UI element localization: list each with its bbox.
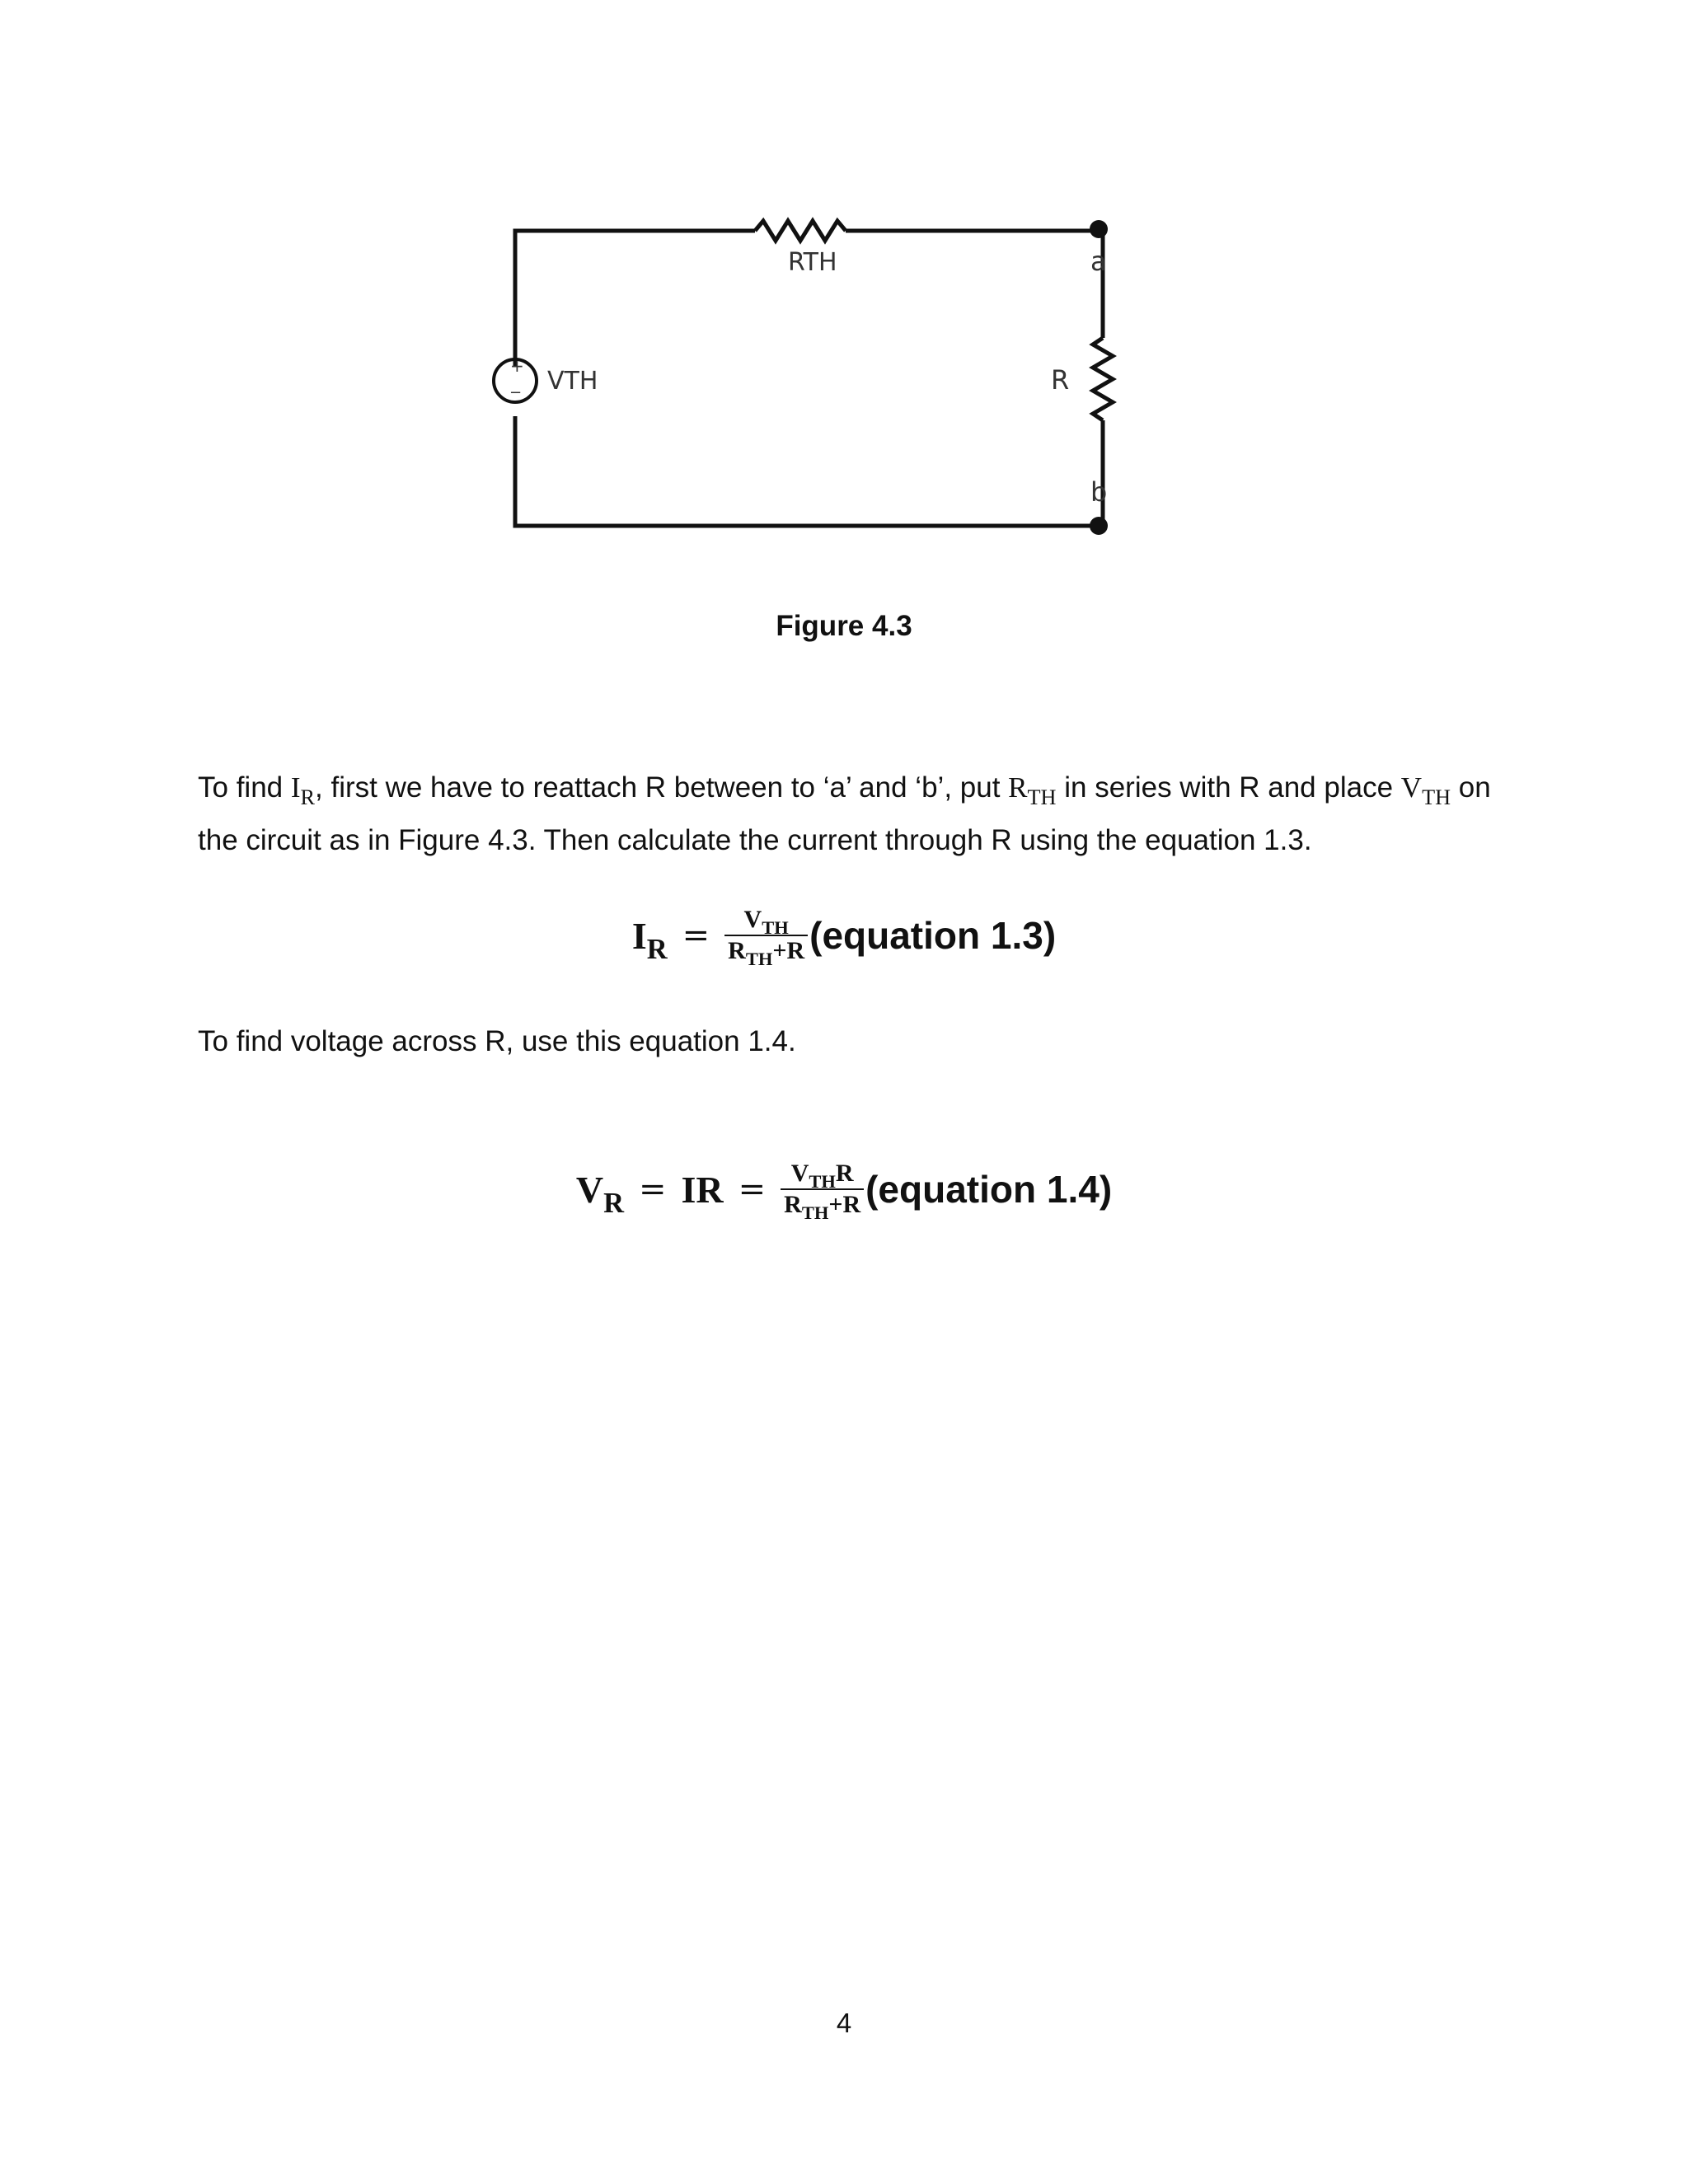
resistor-r: [1093, 338, 1113, 420]
circuit-diagram: [462, 198, 1187, 552]
equation-1-4: [0, 1152, 1688, 1226]
label-rth: RTH: [788, 248, 837, 277]
figure-caption: Figure 4.3: [776, 610, 912, 642]
eq13-numerator: $V_{TH}$: [743, 906, 789, 938]
paragraph-intro: [198, 762, 1533, 867]
eq14-equals-1: =: [639, 1170, 667, 1208]
eq14-fraction: [781, 1159, 864, 1223]
eq13-denominator: $R_{TH}+R$: [724, 935, 808, 966]
eq14-lhs: $V_R$: [575, 1168, 624, 1219]
eq13-equals: =: [682, 916, 710, 954]
eq13-lhs: $I_R$: [631, 914, 668, 965]
eq14-equals-2: =: [738, 1170, 767, 1208]
page-number: 4: [836, 2008, 852, 2038]
paragraph-voltage-text: To find voltage across R, use this equation 1.4.: [198, 1025, 796, 1057]
eq14-denominator: $R_{TH}+R$: [781, 1188, 864, 1220]
eq14-middle: IR: [681, 1168, 724, 1211]
symbol-vth: $V_{TH}$: [1400, 771, 1451, 810]
resistor-rth: [755, 221, 846, 241]
label-r: R: [1051, 364, 1070, 396]
eq14-label: (equation 1.4): [865, 1168, 1113, 1211]
symbol-rth: $R_{TH}$: [1008, 771, 1057, 810]
node-a: [1090, 220, 1108, 238]
label-a: a: [1090, 246, 1107, 277]
paragraph-voltage: [198, 1015, 1533, 1068]
wire-top-left: [515, 231, 755, 367]
paragraph-intro-text: To find $I_R$, first we have to reattach R between to ‘a’ and ‘b’, put $R_{TH}$ in series with R and place $V_{TH}$ on the circuit as in Figure 4.3. Then calculate the current through R using the equation 1.3.: [198, 771, 1491, 856]
label-b: b: [1090, 476, 1108, 508]
wire-right-bottom: [515, 416, 1103, 526]
source-minus-sign: −: [509, 384, 523, 401]
eq13-fraction: [724, 905, 808, 969]
node-b: [1090, 517, 1108, 535]
eq14-numerator: $V_{TH}R$: [790, 1160, 854, 1192]
source-plus-sign: +: [510, 356, 524, 376]
equation-1-3: [0, 898, 1688, 972]
label-vth: VTH: [547, 367, 598, 396]
symbol-ir: $I_R$: [290, 771, 316, 810]
eq13-label: (equation 1.3): [809, 914, 1057, 957]
wire-top-right: [846, 231, 1103, 338]
